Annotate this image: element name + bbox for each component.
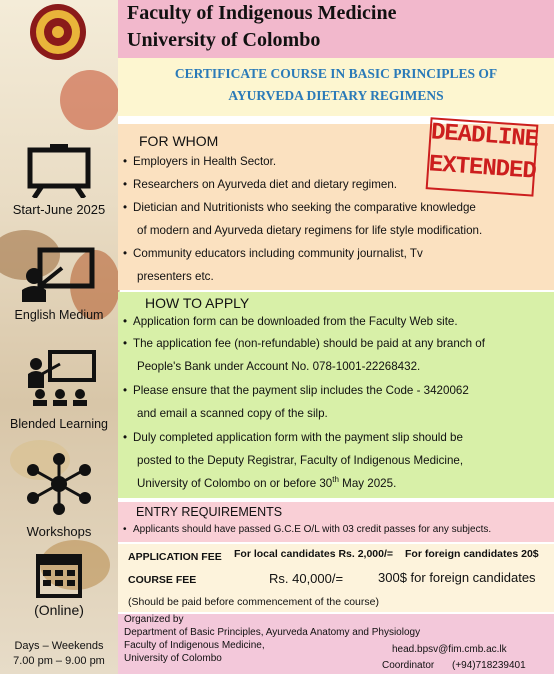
contact-email[interactable]: head.bpsv@fim.cmb.ac.lk — [392, 644, 507, 655]
course-fee-foreign: 300$ for foreign candidates — [378, 570, 536, 585]
start-date-label: Start-June 2025 — [12, 202, 106, 217]
list-item-cont: posted to the Deputy Registrar, Faculty of Indigenous Medicine, — [137, 454, 464, 467]
lecture-board-icon — [20, 246, 98, 302]
how-to-apply-section — [118, 292, 554, 498]
fees-section — [118, 544, 554, 612]
workshops-label: Workshops — [26, 524, 92, 539]
list-item: • Researchers on Ayurveda diet and dietary regimen. — [123, 178, 398, 191]
faculty-header — [118, 0, 554, 58]
university-crest-logo — [22, 2, 94, 62]
how-to-apply-heading: HOW TO APPLY — [145, 295, 250, 311]
list-item-cont: presenters etc. — [137, 270, 214, 283]
sidebar — [0, 0, 118, 674]
application-fee-foreign: For foreign candidates 20$ — [405, 548, 539, 560]
faculty-line: Faculty of Indigenous Medicine, — [124, 640, 265, 651]
learning-mode-label: Blended Learning — [10, 417, 108, 431]
university-name: University of Colombo — [127, 29, 321, 51]
list-item: • Duly completed application form with the payment slip should be — [123, 431, 463, 444]
list-item-cont: People's Bank under Account No. 078-1001-22268432. — [137, 360, 421, 373]
list-item-cont: and email a scanned copy of the silp. — [137, 407, 328, 420]
list-item-cont: University of Colombo on or before 30th May 2025. — [137, 475, 397, 490]
course-fee-local: Rs. 40,000/= — [269, 571, 344, 586]
list-item: • Please ensure that the payment slip includes the Code - 3420062 — [123, 384, 469, 397]
course-title-line2: AYURVEDA DIETARY REGIMENS — [228, 88, 444, 103]
faculty-name: Faculty of Indigenous Medicine — [127, 2, 397, 24]
department-name: Department of Basic Principles, Ayurveda Anatomy and Physiology — [124, 627, 421, 638]
list-item: • Community educators including community journalist, Tv — [123, 247, 423, 260]
board-icon — [20, 142, 98, 198]
coordinator-phone[interactable]: (+94)718239401 — [452, 660, 526, 671]
entry-requirements-section — [118, 502, 554, 542]
course-fee-label: COURSE FEE — [128, 574, 197, 586]
organizer-section — [118, 614, 554, 674]
calendar-icon — [20, 552, 98, 598]
spice-decor — [60, 70, 120, 130]
list-item-cont: of modern and Ayurveda dietary regimens for life style modification. — [137, 224, 483, 237]
online-label: (Online) — [34, 602, 84, 618]
course-title-box — [118, 58, 554, 116]
schedule-time: 7.00 pm – 9.00 pm — [13, 655, 105, 667]
organized-by-label: Organized by — [124, 614, 184, 625]
list-item: • Applicants should have passed G.C.E O/L with 03 credit passes for any subjects. — [123, 524, 492, 535]
list-item: • Application form can be downloaded from the Faculty Web site. — [123, 315, 458, 328]
coordinator-label: Coordinator — [382, 660, 435, 671]
classroom-icon — [20, 350, 98, 406]
entry-heading: ENTRY REQUIREMENTS — [136, 505, 283, 519]
medium-label: English Medium — [14, 308, 104, 322]
fee-payment-note: (Should be paid before commencement of the course) — [128, 596, 379, 608]
schedule-days: Days – Weekends — [14, 640, 104, 652]
university-line: University of Colombo — [124, 653, 222, 664]
for-whom-heading: FOR WHOM — [139, 133, 219, 149]
list-item: • The application fee (non-refundable) should be paid at any branch of — [123, 337, 485, 350]
list-item: • Employers in Health Sector. — [123, 155, 277, 168]
list-item: • Dietician and Nutritionists who seeking the comparative knowledge — [123, 201, 476, 214]
course-title-line1: CERTIFICATE COURSE IN BASIC PRINCIPLES OF — [174, 66, 498, 81]
network-icon — [20, 452, 98, 516]
application-fee-local: For local candidates Rs. 2,000/= — [234, 548, 394, 560]
application-fee-label: APPLICATION FEE — [128, 551, 222, 563]
deadline-extended-stamp: DEADLINE EXTENDED — [426, 117, 541, 196]
